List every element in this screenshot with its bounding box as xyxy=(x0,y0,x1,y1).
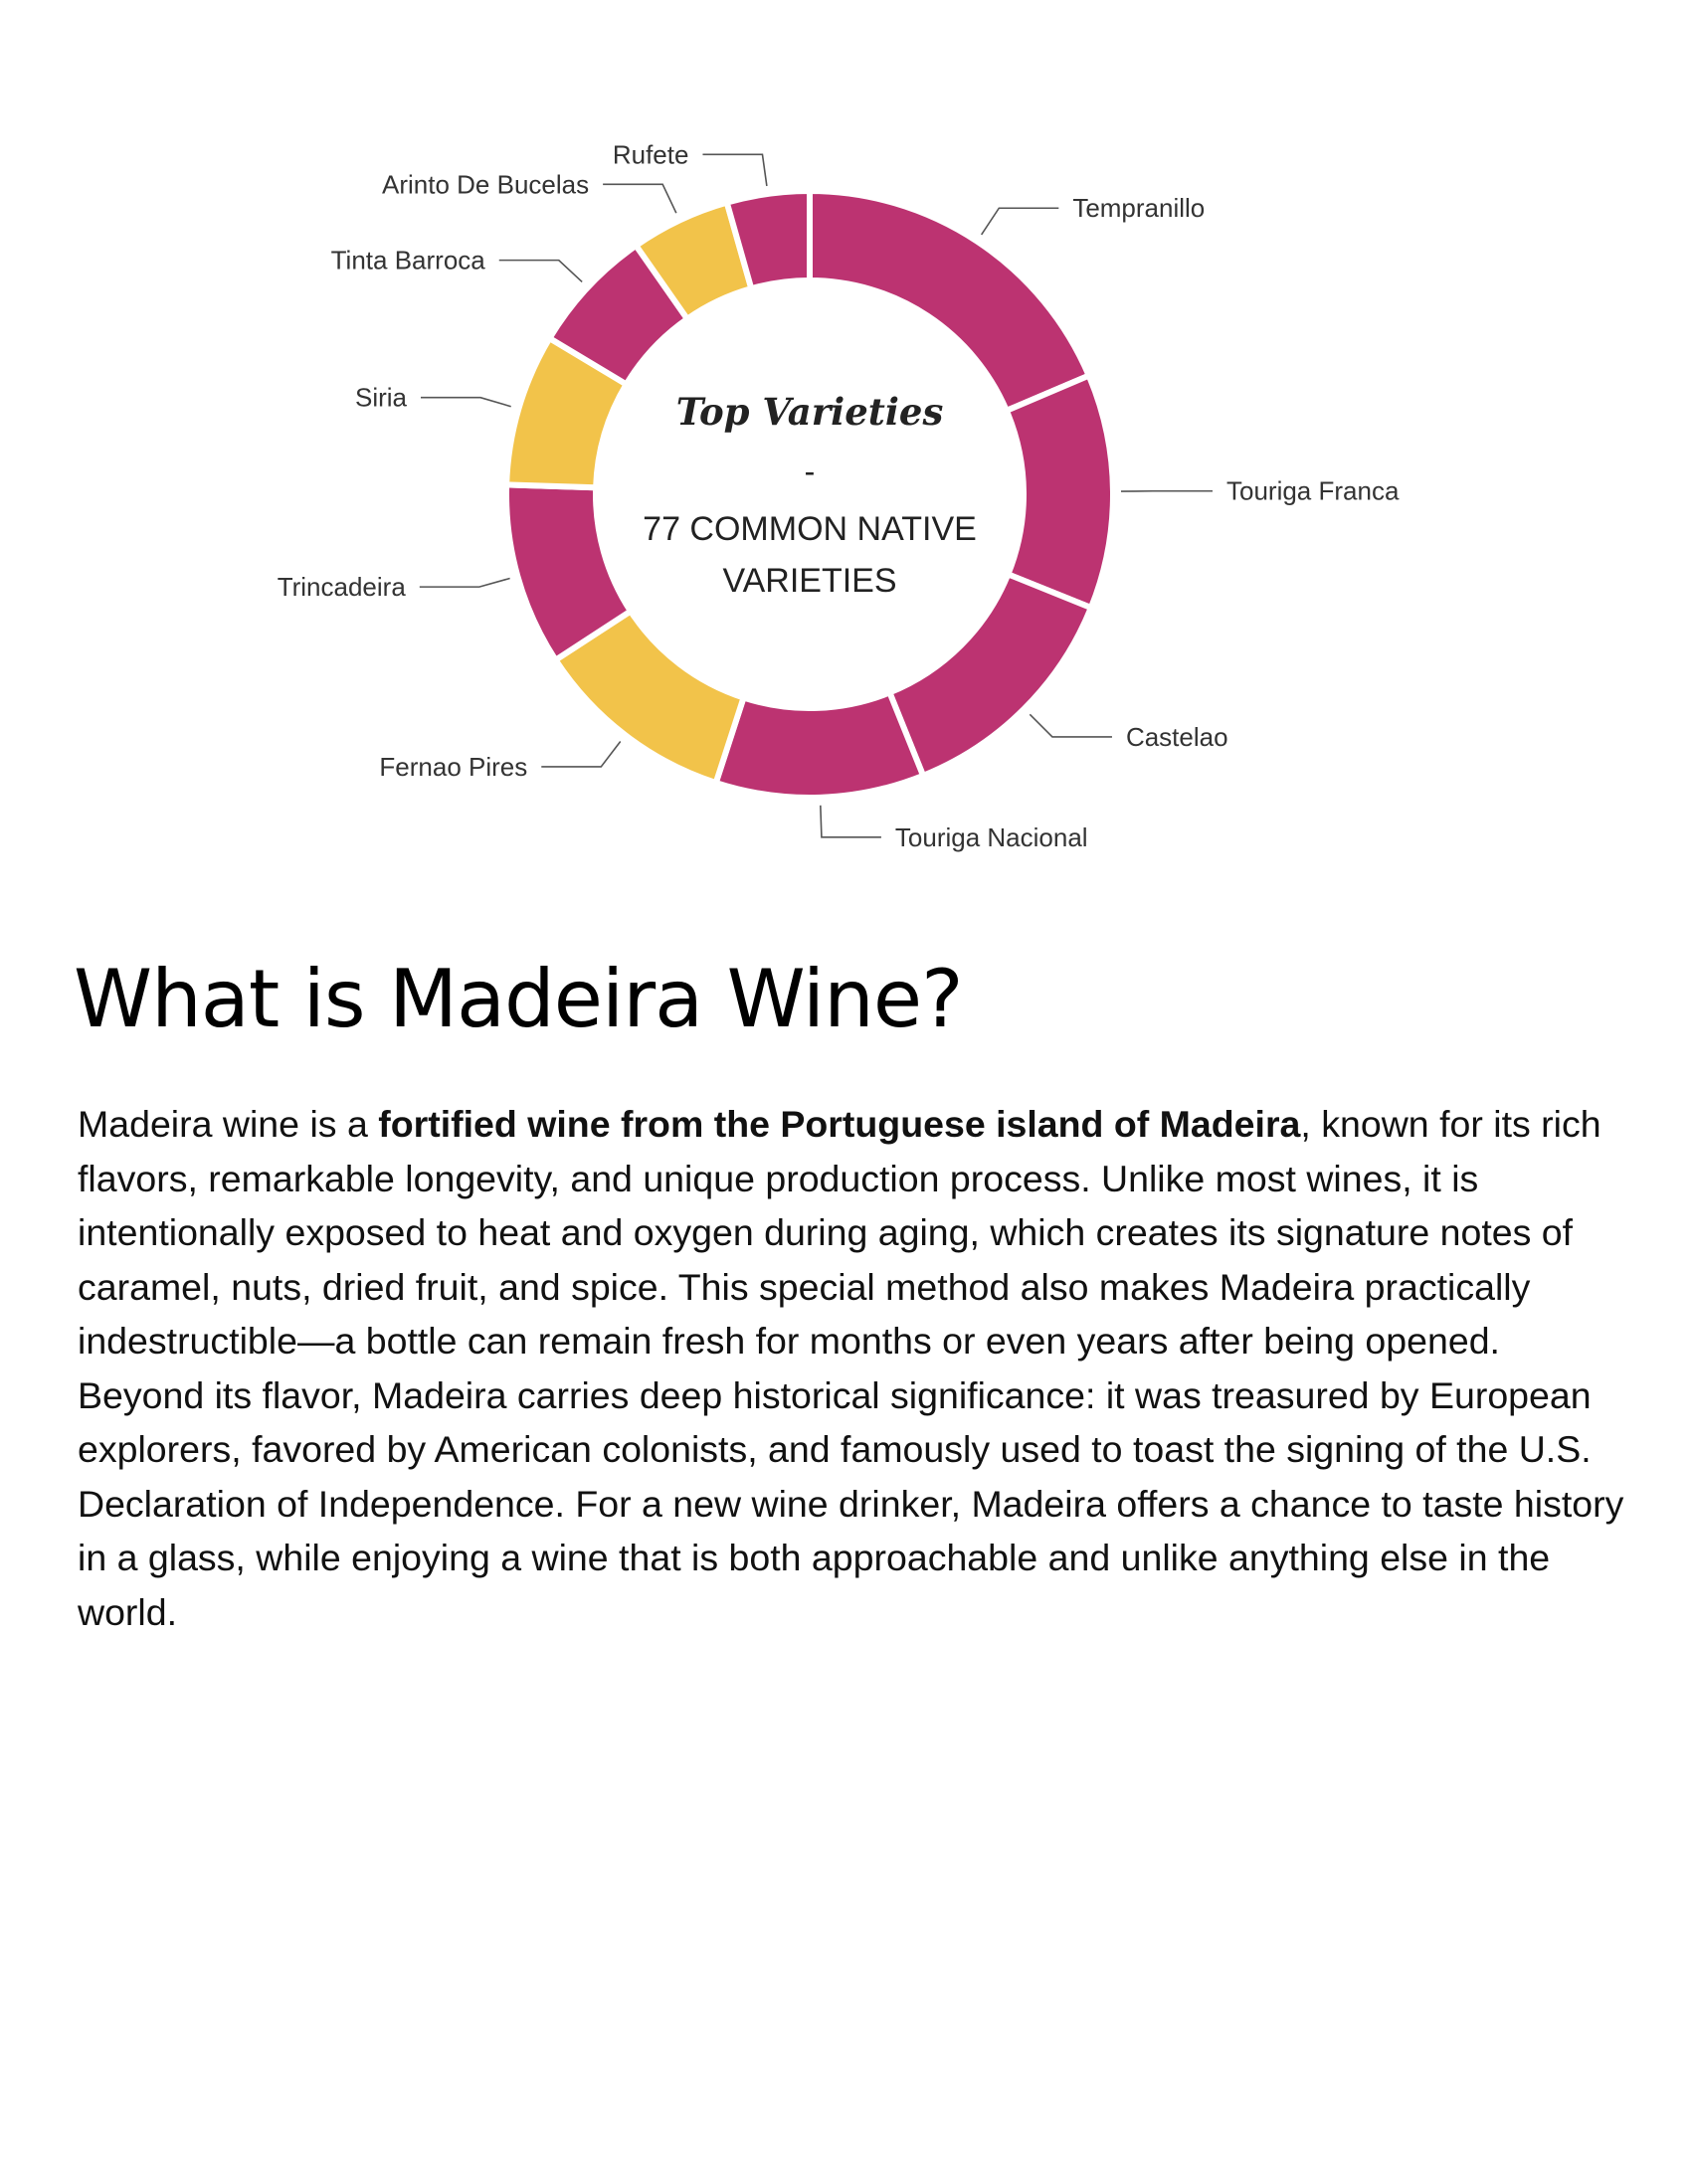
slice-label: Siria xyxy=(354,382,408,413)
body-bold: fortified wine from the Portuguese island of Madeira xyxy=(378,1103,1301,1145)
slice-label: Fernao Pires xyxy=(379,751,528,782)
article-body xyxy=(78,1097,1629,1639)
slice-label: Touriga Nacional xyxy=(894,821,1088,852)
leader-line xyxy=(982,208,1059,235)
leader-line xyxy=(499,261,582,282)
leader-line xyxy=(603,184,676,213)
body-intro: Madeira wine is a xyxy=(78,1103,379,1145)
leader-line xyxy=(421,398,511,407)
leader-line xyxy=(702,154,766,186)
chart-subtitle: 77 COMMON NATIVE VARIETIES xyxy=(643,510,977,600)
donut-slice-touriga-nacional xyxy=(716,692,923,798)
chart-title-separator: - xyxy=(804,454,816,489)
slice-label: Touriga Franca xyxy=(1225,475,1400,506)
chart-title: Top Varieties xyxy=(675,390,944,434)
leader-line xyxy=(1030,714,1112,737)
article-heading: What is Madeira Wine? xyxy=(74,953,963,1045)
slice-label: Tempranillo xyxy=(1072,193,1206,224)
slice-label: Arinto De Bucelas xyxy=(382,169,590,200)
donut-slice-tempranillo xyxy=(810,191,1089,411)
leader-line xyxy=(420,578,510,587)
donut-slice-touriga-franca xyxy=(1007,376,1113,608)
body-rest: , known for its rich flavors, remarkable longevity, and unique production process. Unlike most wines, it is intentionally exposed to heat and oxygen during aging, which creates its signature notes of caramel, nuts, dried fruit, and spice. This special method also makes Madeira practically indestructible—a bottle can remain fresh for months or even years after being opened. Beyond its flavor, Madeira carries deep historical significance: it was treasured by European explorers, favored by American colonists, and famously used to toast the signing of the U.S. Declaration of Independence. For a new wine drinker, Madeira offers a chance to taste history in a glass, while enjoying a wine that is both approachable and unlike anything else in the world. xyxy=(78,1103,1624,1633)
slice-label: Trincadeira xyxy=(277,572,406,603)
leader-line xyxy=(821,806,881,837)
leader-line xyxy=(541,742,620,767)
varieties-donut-chart xyxy=(0,0,1691,895)
slice-label: Castelao xyxy=(1125,721,1228,752)
slice-label: Tinta Barroca xyxy=(330,245,485,275)
slice-label: Rufete xyxy=(612,139,689,170)
